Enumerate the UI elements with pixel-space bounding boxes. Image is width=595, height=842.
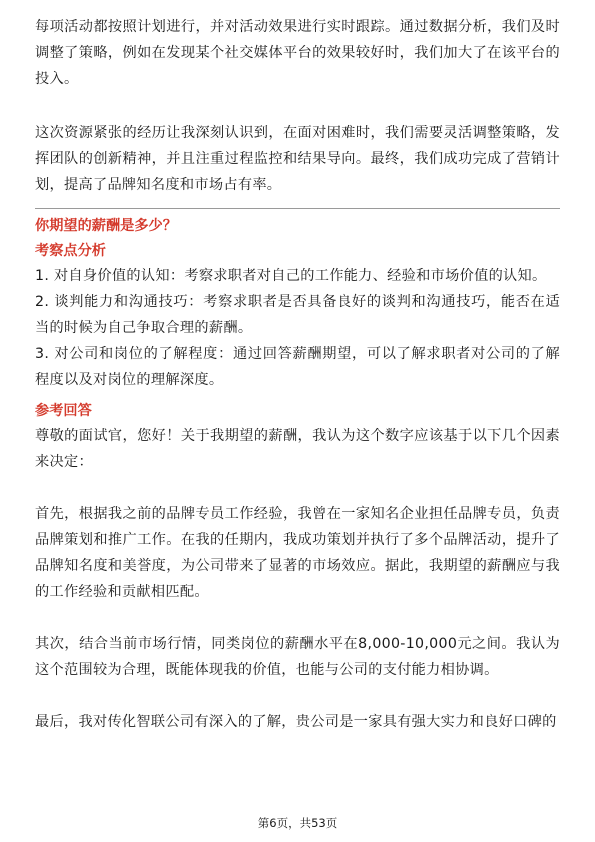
analysis-item-3: 3. 对公司和岗位的了解程度：通过回答薪酬期望，可以了解求职者对公司的了解程度以及对岗位的理解深度。: [35, 346, 560, 388]
answer-paragraph-3: 其次，结合当前市场行情，同类岗位的薪酬水平在8,000-10,000元之间。我认为这个范围较为合理，既能体现我的价值，也能与公司的支付能力相协调。: [35, 636, 560, 678]
intro-paragraph-1: 每项活动都按照计划进行，并对活动效果进行实时跟踪。通过数据分析，我们及时调整了策略，例如在发现某个社交媒体平台的效果较好时，我们加大了在该平台的投入。: [35, 19, 560, 87]
document-page: [35, 14, 560, 735]
analysis-list: [35, 263, 560, 393]
answer-paragraph-2: 首先，根据我之前的品牌专员工作经验，我曾在一家知名企业担任品牌专员，负责品牌策划和推广工作。在我的任期内，我成功策划并执行了多个品牌活动，提升了品牌知名度和美誉度，为公司带来了显著的市场效应。据此，我期望的薪酬应与我的工作经验和贡献相匹配。: [35, 506, 560, 600]
analysis-item-2: 2. 谈判能力和沟通技巧：考察求职者是否具备良好的谈判和沟通技巧，能否在适当的时候为自己争取合理的薪酬。: [35, 294, 560, 336]
question-title: 你期望的薪酬是多少？: [35, 218, 177, 234]
intro-paragraph-2: 这次资源紧张的经历让我深刻认识到，在面对困难时，我们需要灵活调整策略，发挥团队的创新精神，并且注重过程监控和结果导向。最终，我们成功完成了营销计划，提高了品牌知名度和市场占有率。: [35, 125, 560, 193]
page-number-footer: 第6页，共53页: [257, 816, 338, 830]
section-divider: [35, 208, 560, 209]
answer-paragraph-4: 最后，我对传化智联公司有深入的了解，贵公司是一家具有强大实力和良好口碑的: [35, 714, 557, 730]
analysis-heading: 考察点分析: [35, 243, 106, 259]
analysis-item-1: 1. 对自身价值的认知：考察求职者对自己的工作能力、经验和市场价值的认知。: [35, 268, 547, 284]
answer-heading: 参考回答: [35, 403, 92, 419]
answer-paragraph-1: 尊敬的面试官，您好！关于我期望的薪酬，我认为这个数字应该基于以下几个因素来决定：: [35, 428, 560, 470]
